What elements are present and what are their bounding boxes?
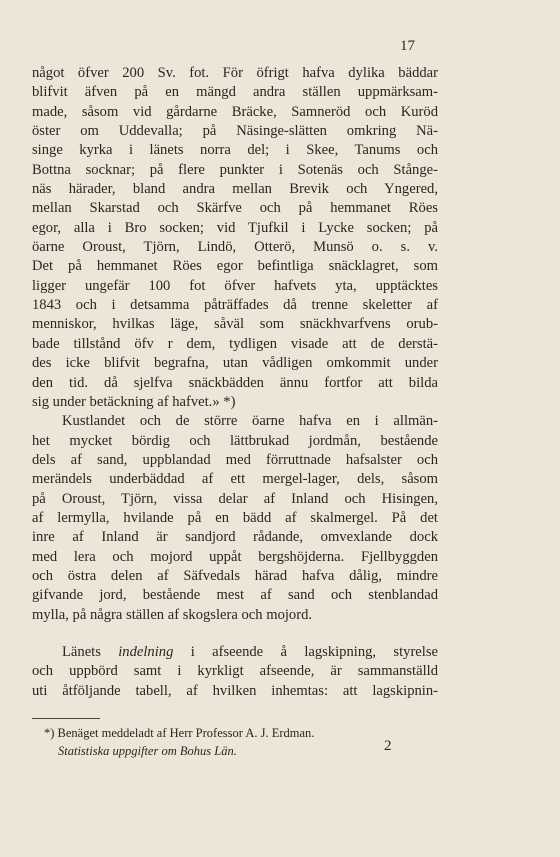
text-line: inre af Inland är sandjord rådande, omvexlande dock (32, 529, 438, 546)
paragraph-1 (32, 64, 438, 412)
text-line: den tid. då sjelfva snäckbädden ännu fortfor att bilda (32, 374, 438, 391)
text-line: made, såsom vid gårdarne Bräcke, Samneröd och Kuröd (32, 103, 438, 120)
text-line: Det på hemmanet Röes egor befintliga snäcklagret, som (32, 258, 438, 275)
text-line: sig under betäckning af hafvet.» *) (32, 393, 236, 410)
text-line: mellan Skarstad och Skärfve och på hemmanet Röes (32, 200, 438, 217)
paragraph-2 (32, 412, 438, 625)
text-line: uti åtföljande tabell, af hvilken inhemtas: att lagskipnin- (32, 682, 438, 699)
text-line: dels af sand, uppblandad med förruttnade hafsalster och (32, 451, 438, 468)
text-line: gifvande jord, bestående mest af sand och stenblandad (32, 587, 438, 604)
paragraph-gap (32, 625, 438, 643)
text-line: och uppbörd samt i kyrkligt afseende, är sammanställd (32, 663, 438, 680)
text-line: menniskor, hvilkas läge, såväl som snäckhvarfvens orub- (32, 316, 438, 333)
text-line: och östra delen af Säfvedals härad hafva dålig, mindre (32, 567, 438, 584)
text-line: Länets indelning i afseende å lagskipning, styrelse (62, 643, 438, 660)
text-line: öarne Oroust, Tjörn, Lindö, Otterö, Munsö o. s. v. (32, 239, 438, 256)
signature-mark: 2 (384, 738, 392, 754)
text-line: med lera och mojord uppåt bergshöjderna. Fjellbyggden (32, 548, 438, 565)
body-text (32, 64, 438, 701)
text-line: Bottna socknar; på flere punkter i Sotenäs och Stånge- (32, 161, 438, 178)
text-line: des icke blifvit begrafna, utan vådligen omkommit under (32, 355, 438, 372)
footnote: *) Benäget meddeladt af Herr Professor A. J. Erdman. (44, 726, 315, 740)
text-line: på Oroust, Tjörn, vissa delar af Inland och Hisingen, (32, 490, 438, 507)
text-line: egor, alla i Bro socken; vid Tjufkil i Lycke socken; på (32, 219, 438, 236)
text-line: af lermylla, hvilande på en bädd af skalmergel. På det (32, 509, 438, 526)
text-line: ligger ungefär 100 fot öfver hafvets yta, upptäcktes (32, 277, 438, 294)
text-line: het mycket bördig och lättbrukad jordmån, bestående (32, 432, 438, 449)
text-line: merändels underbäddad af ett mergel-lager, dels, såsom (32, 471, 438, 488)
text-line: blifvit äfven på en mängd andra ställen uppmärksam- (32, 84, 438, 101)
text-line: bade tillstånd öfv r dem, tydligen visade att de derstä- (32, 335, 438, 352)
emphasis: indelning (118, 643, 174, 660)
footnote-rule (32, 718, 100, 719)
text-line: 1843 och i detsamma påträffades då trenne skeletter af (32, 297, 438, 314)
text-line: mylla, på några ställen af skogslera och mojord. (32, 606, 313, 623)
text-line: näs härader, bland andra mellan Brevik och Yngered, (32, 181, 438, 198)
page-number: 17 (400, 38, 415, 54)
text-line: något öfver 200 Sv. fot. För öfrigt hafva dylika bäddar (32, 65, 438, 81)
text-line: Kustlandet och de större öarne hafva en i allmän- (62, 413, 438, 430)
signature-line: Statistiska uppgifter om Bohus Län. (58, 744, 237, 758)
text-line: öster om Uddevalla; på Näsinge-slätten omkring Nä- (32, 123, 438, 140)
text-line: singe kyrka i länets norra del; i Skee, Tanums och (32, 142, 438, 159)
paragraph-3 (32, 643, 438, 701)
